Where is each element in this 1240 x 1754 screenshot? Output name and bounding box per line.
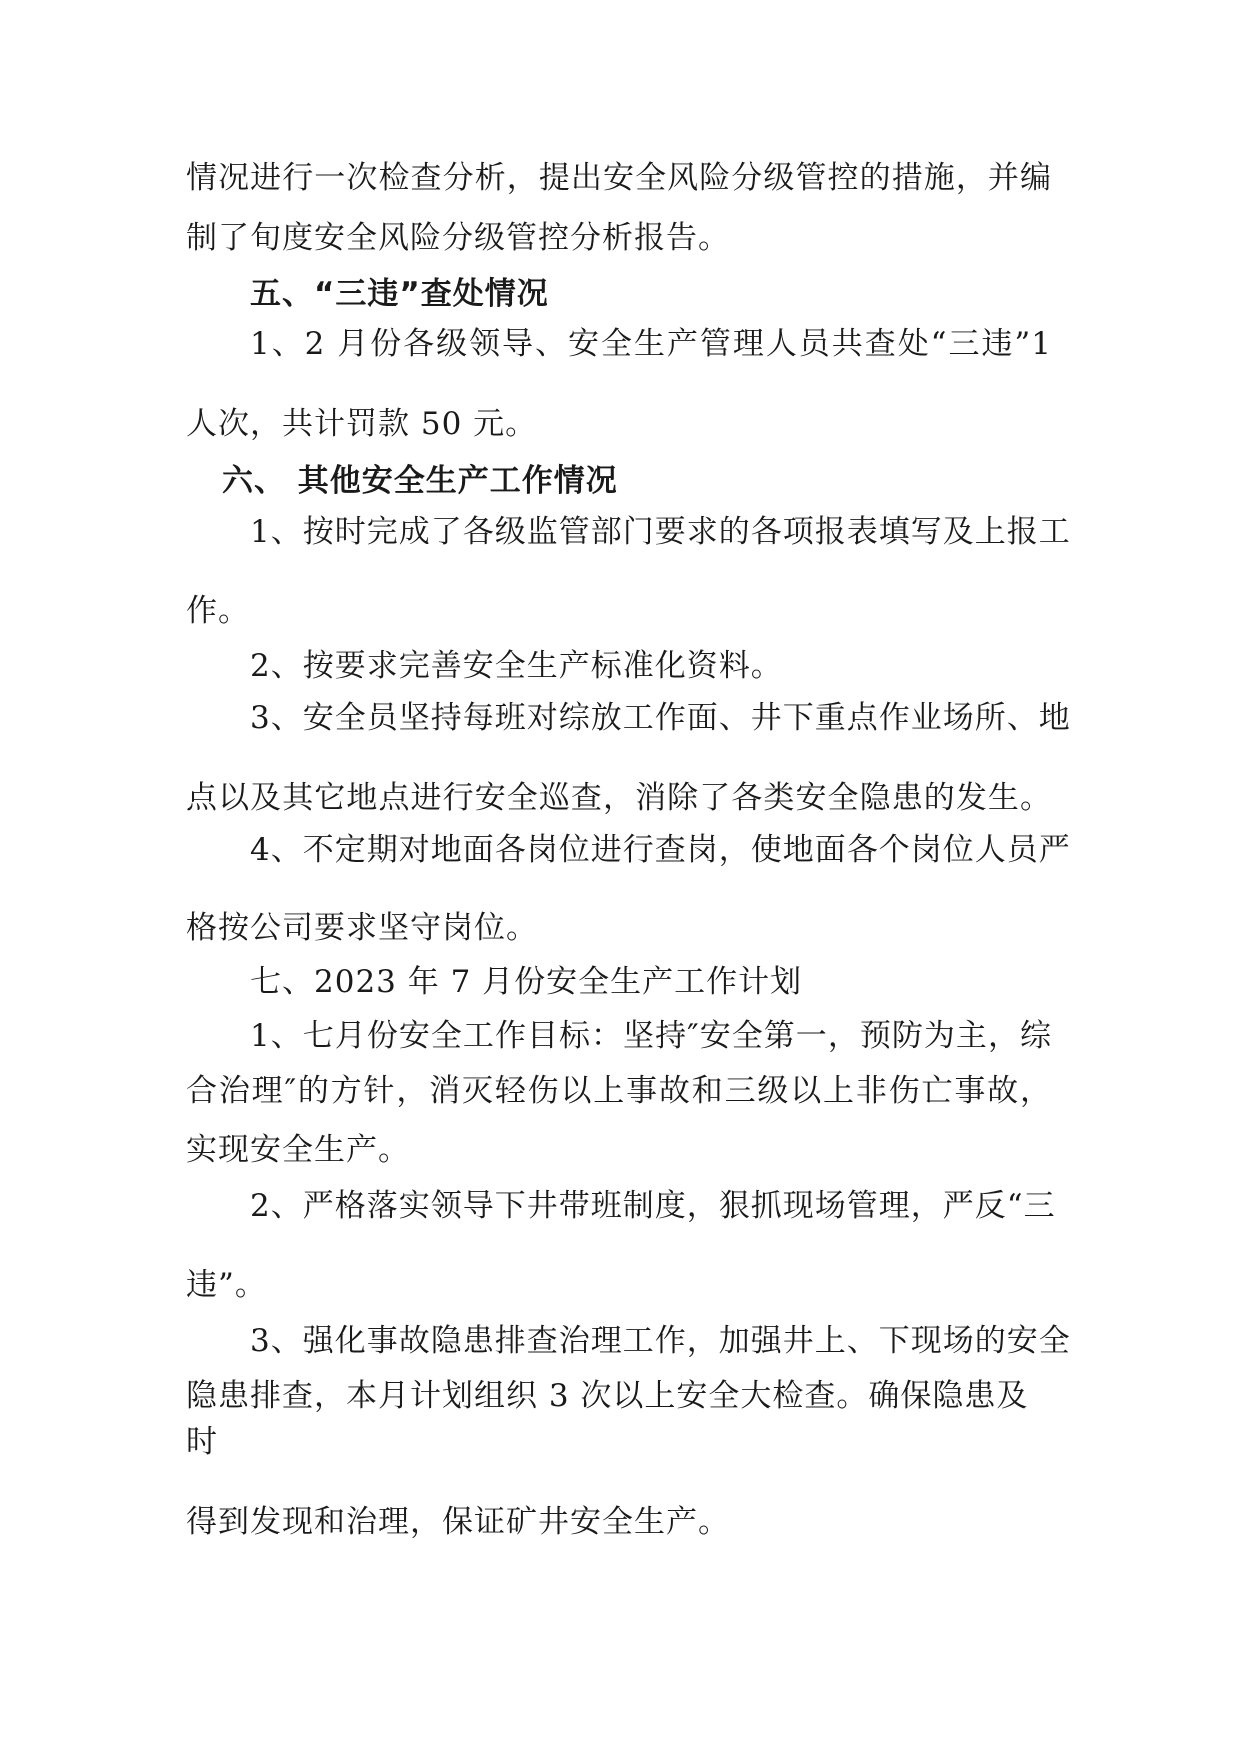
paragraph-line: 得到发现和治理，保证矿井安全生产。 xyxy=(186,1504,730,1540)
paragraph-line: 制了旬度安全风险分级管控分析报告。 xyxy=(186,220,730,256)
paragraph-line: 作。 xyxy=(186,593,250,629)
paragraph-line: 1、按时完成了各级监管部门要求的各项报表填写及上报工 xyxy=(250,514,1071,550)
paragraph-line: 2、按要求完善安全生产标准化资料。 xyxy=(250,648,783,684)
paragraph-line: 合治理″的方针，消灭轻伤以上事故和三级以上非伤亡事故， xyxy=(186,1073,1052,1109)
paragraph-line: 1、2 月份各级领导、安全生产管理人员共查处“三违”1 xyxy=(250,326,1052,362)
section-heading: 五、“三违”查处情况 xyxy=(250,276,549,312)
section-heading: 七、2023 年 7 月份安全生产工作计划 xyxy=(250,964,803,1000)
paragraph-line: 3、强化事故隐患排查治理工作，加强井上、下现场的安全 xyxy=(250,1323,1071,1359)
paragraph-line: 实现安全生产。 xyxy=(186,1132,410,1168)
paragraph-line: 格按公司要求坚守岗位。 xyxy=(186,910,538,946)
paragraph-line: 隐患排查，本月计划组织 3 次以上安全大检查。确保隐患及 xyxy=(186,1378,1029,1414)
paragraph-line: 人次，共计罚款 50 元。 xyxy=(186,406,538,442)
paragraph-line: 违”。 xyxy=(186,1267,267,1303)
paragraph-line: 2、严格落实领导下井带班制度，狠抓现场管理，严反“三 xyxy=(250,1188,1056,1224)
paragraph-line: 1、七月份安全工作目标：坚持″安全第一，预防为主，综 xyxy=(250,1018,1052,1054)
paragraph-line: 3、安全员坚持每班对综放工作面、井下重点作业场所、地 xyxy=(250,700,1071,736)
paragraph-line: 点以及其它地点进行安全巡查，消除了各类安全隐患的发生。 xyxy=(186,780,1052,816)
paragraph-line: 时 xyxy=(186,1424,218,1460)
section-heading: 六、 其他安全生产工作情况 xyxy=(222,463,618,499)
paragraph-line: 情况进行一次检查分析，提出安全风险分级管控的措施，并编 xyxy=(186,160,1052,196)
paragraph-line: 4、不定期对地面各岗位进行查岗，使地面各个岗位人员严 xyxy=(250,832,1071,868)
